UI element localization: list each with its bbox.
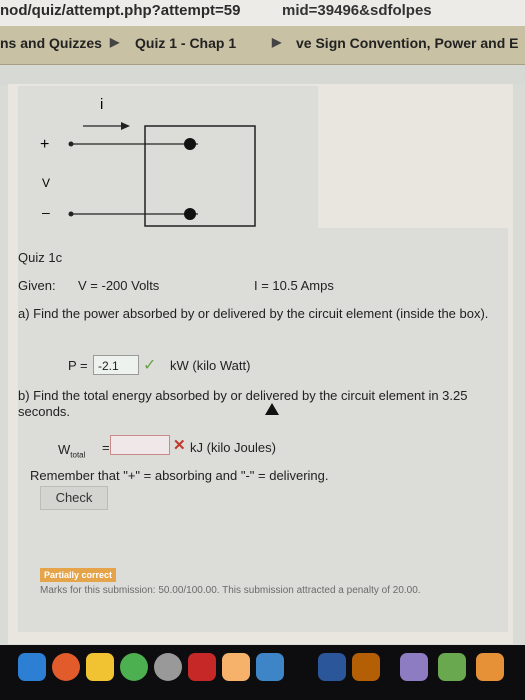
word-icon[interactable] bbox=[318, 653, 346, 681]
chrome-icon[interactable] bbox=[120, 653, 148, 681]
w-unit: kJ (kilo Joules) bbox=[190, 440, 276, 455]
given-label: Given: bbox=[18, 278, 56, 293]
settings-icon[interactable] bbox=[154, 653, 182, 681]
current-arrow-icon bbox=[121, 122, 130, 130]
question-body bbox=[18, 228, 508, 632]
power-answer-input[interactable]: -2.1 bbox=[93, 355, 139, 375]
browser-icon[interactable] bbox=[52, 653, 80, 681]
drive-icon[interactable] bbox=[256, 653, 284, 681]
status-badge: Partially correct bbox=[40, 568, 116, 582]
browser-url-bar[interactable] bbox=[0, 0, 525, 26]
sign-reminder: Remember that "+" = absorbing and "-" = delivering. bbox=[30, 468, 329, 483]
url-text[interactable]: nod/quiz/attempt.php?attempt=59 bbox=[0, 2, 241, 19]
app-icon-brown[interactable] bbox=[352, 653, 380, 681]
w-equals: = bbox=[102, 440, 110, 455]
app-icon-orange[interactable] bbox=[222, 653, 250, 681]
p-unit: kW (kilo Watt) bbox=[170, 358, 251, 373]
plus-label: + bbox=[40, 136, 50, 153]
w-label: $W_{total}$ bbox=[58, 442, 86, 460]
breadcrumb-separator-icon: ▶ bbox=[272, 35, 282, 49]
breadcrumb bbox=[0, 26, 525, 65]
breadcrumb-item-topic[interactable]: ve Sign Convention, Power and E bbox=[296, 35, 519, 51]
url-tail-text[interactable]: mid=39496&sdfolpes bbox=[282, 2, 432, 19]
mouse-pointer-icon bbox=[265, 403, 279, 415]
p-label: P = bbox=[68, 358, 88, 373]
quiz-title: Quiz 1c bbox=[18, 250, 63, 265]
minus-label: – bbox=[42, 204, 50, 220]
w-subscript: total bbox=[70, 450, 86, 460]
finder-icon[interactable] bbox=[18, 653, 46, 681]
star-icon[interactable] bbox=[400, 653, 428, 681]
correct-check-icon: ✓ bbox=[143, 357, 157, 374]
calendar-icon[interactable] bbox=[188, 653, 216, 681]
feedback-box bbox=[40, 568, 500, 628]
app-icon-last[interactable] bbox=[476, 653, 504, 681]
question-panel bbox=[8, 84, 513, 644]
check-button[interactable]: Check bbox=[40, 486, 108, 510]
circuit-diagram bbox=[18, 86, 318, 228]
page-gap bbox=[0, 65, 525, 85]
app-icon-green[interactable] bbox=[438, 653, 466, 681]
energy-answer-input[interactable] bbox=[110, 435, 170, 455]
breadcrumb-item-quizzes[interactable]: ns and Quizzes bbox=[0, 35, 102, 51]
part-a-text: a) Find the power absorbed by or delivered by the circuit element (inside the box). bbox=[18, 306, 489, 321]
app-icon-yellow[interactable] bbox=[86, 653, 114, 681]
current-label: i bbox=[100, 96, 104, 113]
given-current: I = 10.5 Amps bbox=[254, 278, 334, 293]
part-b-text: b) Find the total energy absorbed by or delivered by the circuit element in 3.25 seconds. bbox=[18, 388, 468, 419]
breadcrumb-separator-icon: ▶ bbox=[110, 35, 120, 49]
incorrect-x-icon: ✕ bbox=[173, 437, 186, 454]
voltage-label: V bbox=[42, 176, 51, 190]
circuit-svg bbox=[18, 86, 318, 228]
given-voltage: V = -200 Volts bbox=[78, 278, 160, 293]
app-dock bbox=[0, 645, 525, 700]
breadcrumb-item-quiz[interactable]: Quiz 1 - Chap 1 bbox=[135, 35, 237, 51]
marks-text: Marks for this submission: 50.00/100.00. This submission attracted a penalty of 20.00. bbox=[40, 585, 421, 596]
